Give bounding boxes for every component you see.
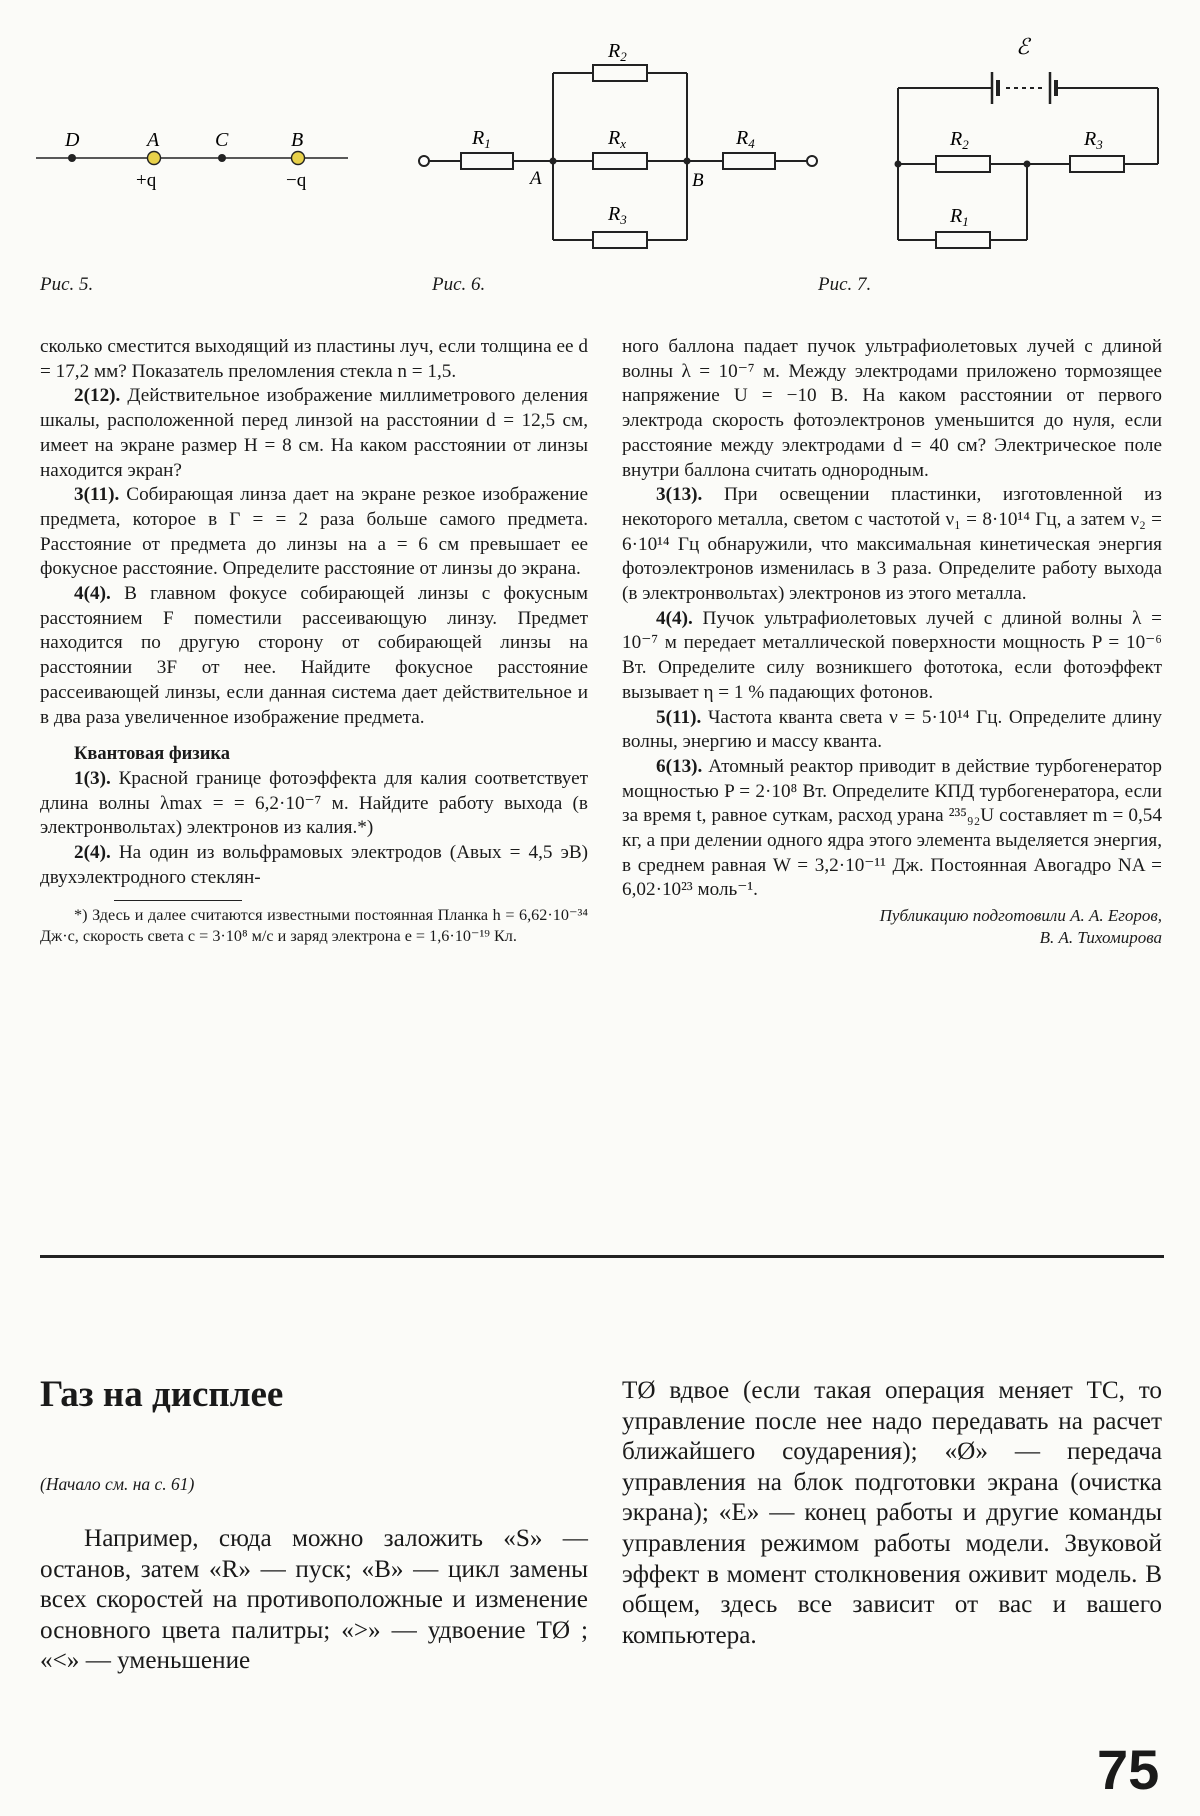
- point-a: [148, 152, 161, 165]
- problem-4-4: [40, 582, 588, 730]
- label-b: B: [291, 129, 304, 151]
- label-emf: ℰ: [1016, 34, 1030, 59]
- label-node-a: A: [530, 168, 542, 189]
- node-left: [895, 161, 902, 168]
- point-c: [218, 154, 226, 162]
- label-d: D: [65, 129, 80, 151]
- problem-text: Действительное изображение миллиметрового деления шкалы, расположенной перед линзой на расстоянии d = 12,5 см, имеет на экране размер H = 8 см. На каком расстоянии от линзы находится экран?: [40, 385, 588, 481]
- quantum-problem-3: [622, 483, 1162, 607]
- problem-number: 6(13).: [656, 755, 703, 777]
- footnote-separator: [114, 900, 242, 901]
- problem-number: 3(13).: [656, 484, 703, 506]
- quantum-problem-2-continuation: ного баллона падает пучок ультрафиолетовых лучей с длиной волны λ = 10⁻⁷ м. Между электродами приложено тормозящее напряжение U = −10 В. На каком расстоянии от первого электрода скорость фотоэлектронов уменьшится до нуля, если расстояние между электродами d = 40 см? Электрическое поле внутри баллона считать однородным.: [622, 336, 1162, 481]
- label-c: C: [215, 129, 229, 151]
- problem-text: При освещении пластинки, изготовленной из некоторого металла, светом с частотой ν₁ = 8·10¹⁴ Гц, а затем ν₂ = 6·10¹⁴ Гц обнаружили, что максимальная кинетическая энергия фотоэлектронов изменилась в 3 раза. Определите работу выхода (в электронвольтах) электронов из этого металла.: [622, 484, 1162, 605]
- problem-2-12: [40, 384, 588, 483]
- resistor-r2: [936, 156, 990, 172]
- resistor-r4: [723, 153, 775, 169]
- caption-fig-6: Рис. 6.: [432, 274, 486, 295]
- problem-text: Частота кванта света ν = 5·10¹⁴ Гц. Определите длину волны, энергию и массу кванта.: [622, 706, 1162, 753]
- label-r3: $R_3$: [1084, 128, 1103, 152]
- article-title: Газ на дисплее: [40, 1374, 284, 1415]
- continuation-note: (Начало см. на с. 61): [40, 1474, 195, 1494]
- resistor-r3: [1070, 156, 1124, 172]
- article-paragraph: Например, сюда можно заложить «S» — останов, затем «R» — пуск; «B» — цикл замены всех скоростей на противоположные и изменение основного цвета палитры; «>» — удвоение TØ ; «<» — уменьшение: [40, 1525, 588, 1675]
- caption-fig-7: Рис. 7.: [818, 274, 872, 295]
- problem-text: Пучок ультрафиолетовых лучей с длиной волны λ = 10⁻⁷ м передает металлической поверхности мощность P = 10⁻⁶ Вт. Определите силу возникшего фототока, если фотоэффект вызывает η = 1 % падающих фотонов.: [622, 607, 1162, 703]
- resistor-r3: [593, 232, 647, 248]
- label-r1: $R_1$: [472, 127, 491, 151]
- label-r3: $R_3$: [608, 203, 627, 227]
- point-d: [68, 154, 76, 162]
- article-left-column: [40, 1524, 588, 1677]
- quantum-problem-2: [40, 841, 588, 890]
- charge-b: −q: [286, 170, 307, 191]
- figure-7: [880, 32, 1170, 262]
- quantum-problem-5: [622, 706, 1162, 755]
- node-b: [684, 158, 691, 165]
- node-a: [550, 158, 557, 165]
- figure-5: [30, 110, 360, 200]
- resistor-rx: [593, 153, 647, 169]
- problem-text: В главном фокусе собирающей линзы с фокусным расстоянием F поместили рассеивающую линзу. Предмет находится по другую сторону от собирающей линзы на расстоянии 3F от нее. Найдите фокусное расстояние рассеивающей линзы, если данная система дает действительное и в два раза увеличенное изображение предмета.: [40, 583, 588, 728]
- label-node-b: B: [692, 170, 704, 191]
- figure-6: [410, 40, 830, 260]
- credits-line-2: В. А. Тихомирова: [1039, 928, 1162, 948]
- problem-number: 2(4).: [74, 842, 111, 864]
- problem-number: 4(4).: [656, 607, 693, 629]
- footnote: *) Здесь и далее считаются известными постоянная Планка h = 6,62·10⁻³⁴ Дж·с, скорость света c = 3·10⁸ м/с и заряд электрона e = 1,6·10⁻¹⁹ Кл.: [40, 906, 588, 945]
- label-r2: $R_2$: [950, 128, 969, 152]
- article-paragraph-continued: TØ вдвое (если такая операция меняет ТС, то управление после нее надо передавать на расчет ближайшего соударения); «Ø» — передача управления на блок подготовки экрана (очистка экрана); «E» — конец работы и другие команды управления режимом работы модели. Звуковой эффект в момент столкновения оживит модель. В общем, здесь все зависит от вас и вашего компьютера.: [622, 1377, 1162, 1649]
- problems-left-column: [40, 335, 588, 946]
- problems-right-column: [622, 335, 1162, 949]
- quantum-problem-4: [622, 607, 1162, 706]
- credits-line-1: Публикацию подготовили А. А. Егоров,: [879, 906, 1162, 926]
- problem-number: 3(11).: [74, 484, 120, 506]
- resistor-r2: [593, 65, 647, 81]
- label-r4: $R_4$: [736, 127, 755, 151]
- problem-number: 2(12).: [74, 385, 121, 407]
- resistor-r1: [461, 153, 513, 169]
- problem-3-11: [40, 483, 588, 582]
- label-a: A: [147, 129, 160, 151]
- problem-number: 1(3).: [74, 767, 111, 789]
- resistor-r1: [936, 232, 990, 248]
- problem-number: 4(4).: [74, 583, 111, 605]
- caption-fig-5: Рис. 5.: [40, 274, 94, 295]
- label-r1: $R_1$: [950, 205, 969, 229]
- problem-text: Красной границе фотоэффекта для калия соответствует длина волны λmax = = 6,2·10⁻⁷ м. Найдите работу выхода (в электронвольтах) электронов из калия.*): [40, 767, 589, 839]
- node-middle: [1024, 161, 1031, 168]
- section-heading-quantum: Квантовая физика: [74, 744, 231, 765]
- label-rx: $R_x$: [608, 127, 626, 151]
- article-right-column: [622, 1376, 1162, 1651]
- problem-text: Собирающая линза дает на экране резкое изображение предмета, которое в Г = = 2 раза больше самого предмета. Расстояние от предмета до линзы на a = 6 см превышает ее фокусное расстояние. Определите расстояние от линзы до экрана.: [40, 484, 589, 580]
- problem-text: Атомный реактор приводит в действие турбогенератор мощностью P = 2·10⁸ Вт. Определите КПД турбогенератора, если за время t, равное суткам, расход урана ²³⁵₉₂U составляет m = 0,54 кг, а при делении одного ядра этого элемента выделяется энергия, в среднем равная W = 3,2·10⁻¹¹ Дж. Постоянная Авогадро NA = 6,02·10²³ моль⁻¹.: [622, 755, 1162, 901]
- label-r2: $R_2$: [608, 40, 627, 64]
- point-b: [292, 152, 305, 165]
- quantum-problem-6: [622, 755, 1162, 903]
- publication-credits: [622, 905, 1162, 949]
- problem-number: 5(11).: [656, 706, 702, 728]
- problem-continuation: сколько сместится выходящий из пластины луч, если толщина ее d = 17,2 мм? Показатель преломления стекла n = 1,5.: [40, 336, 588, 382]
- page-number: 75: [1097, 1738, 1160, 1801]
- problem-text: На один из вольфрамовых электродов (Aвых = 4,5 эВ) двухэлектродного стеклян-: [40, 842, 589, 888]
- charge-a: +q: [136, 170, 157, 191]
- section-divider: [40, 1255, 1164, 1258]
- quantum-problem-1: [40, 767, 588, 841]
